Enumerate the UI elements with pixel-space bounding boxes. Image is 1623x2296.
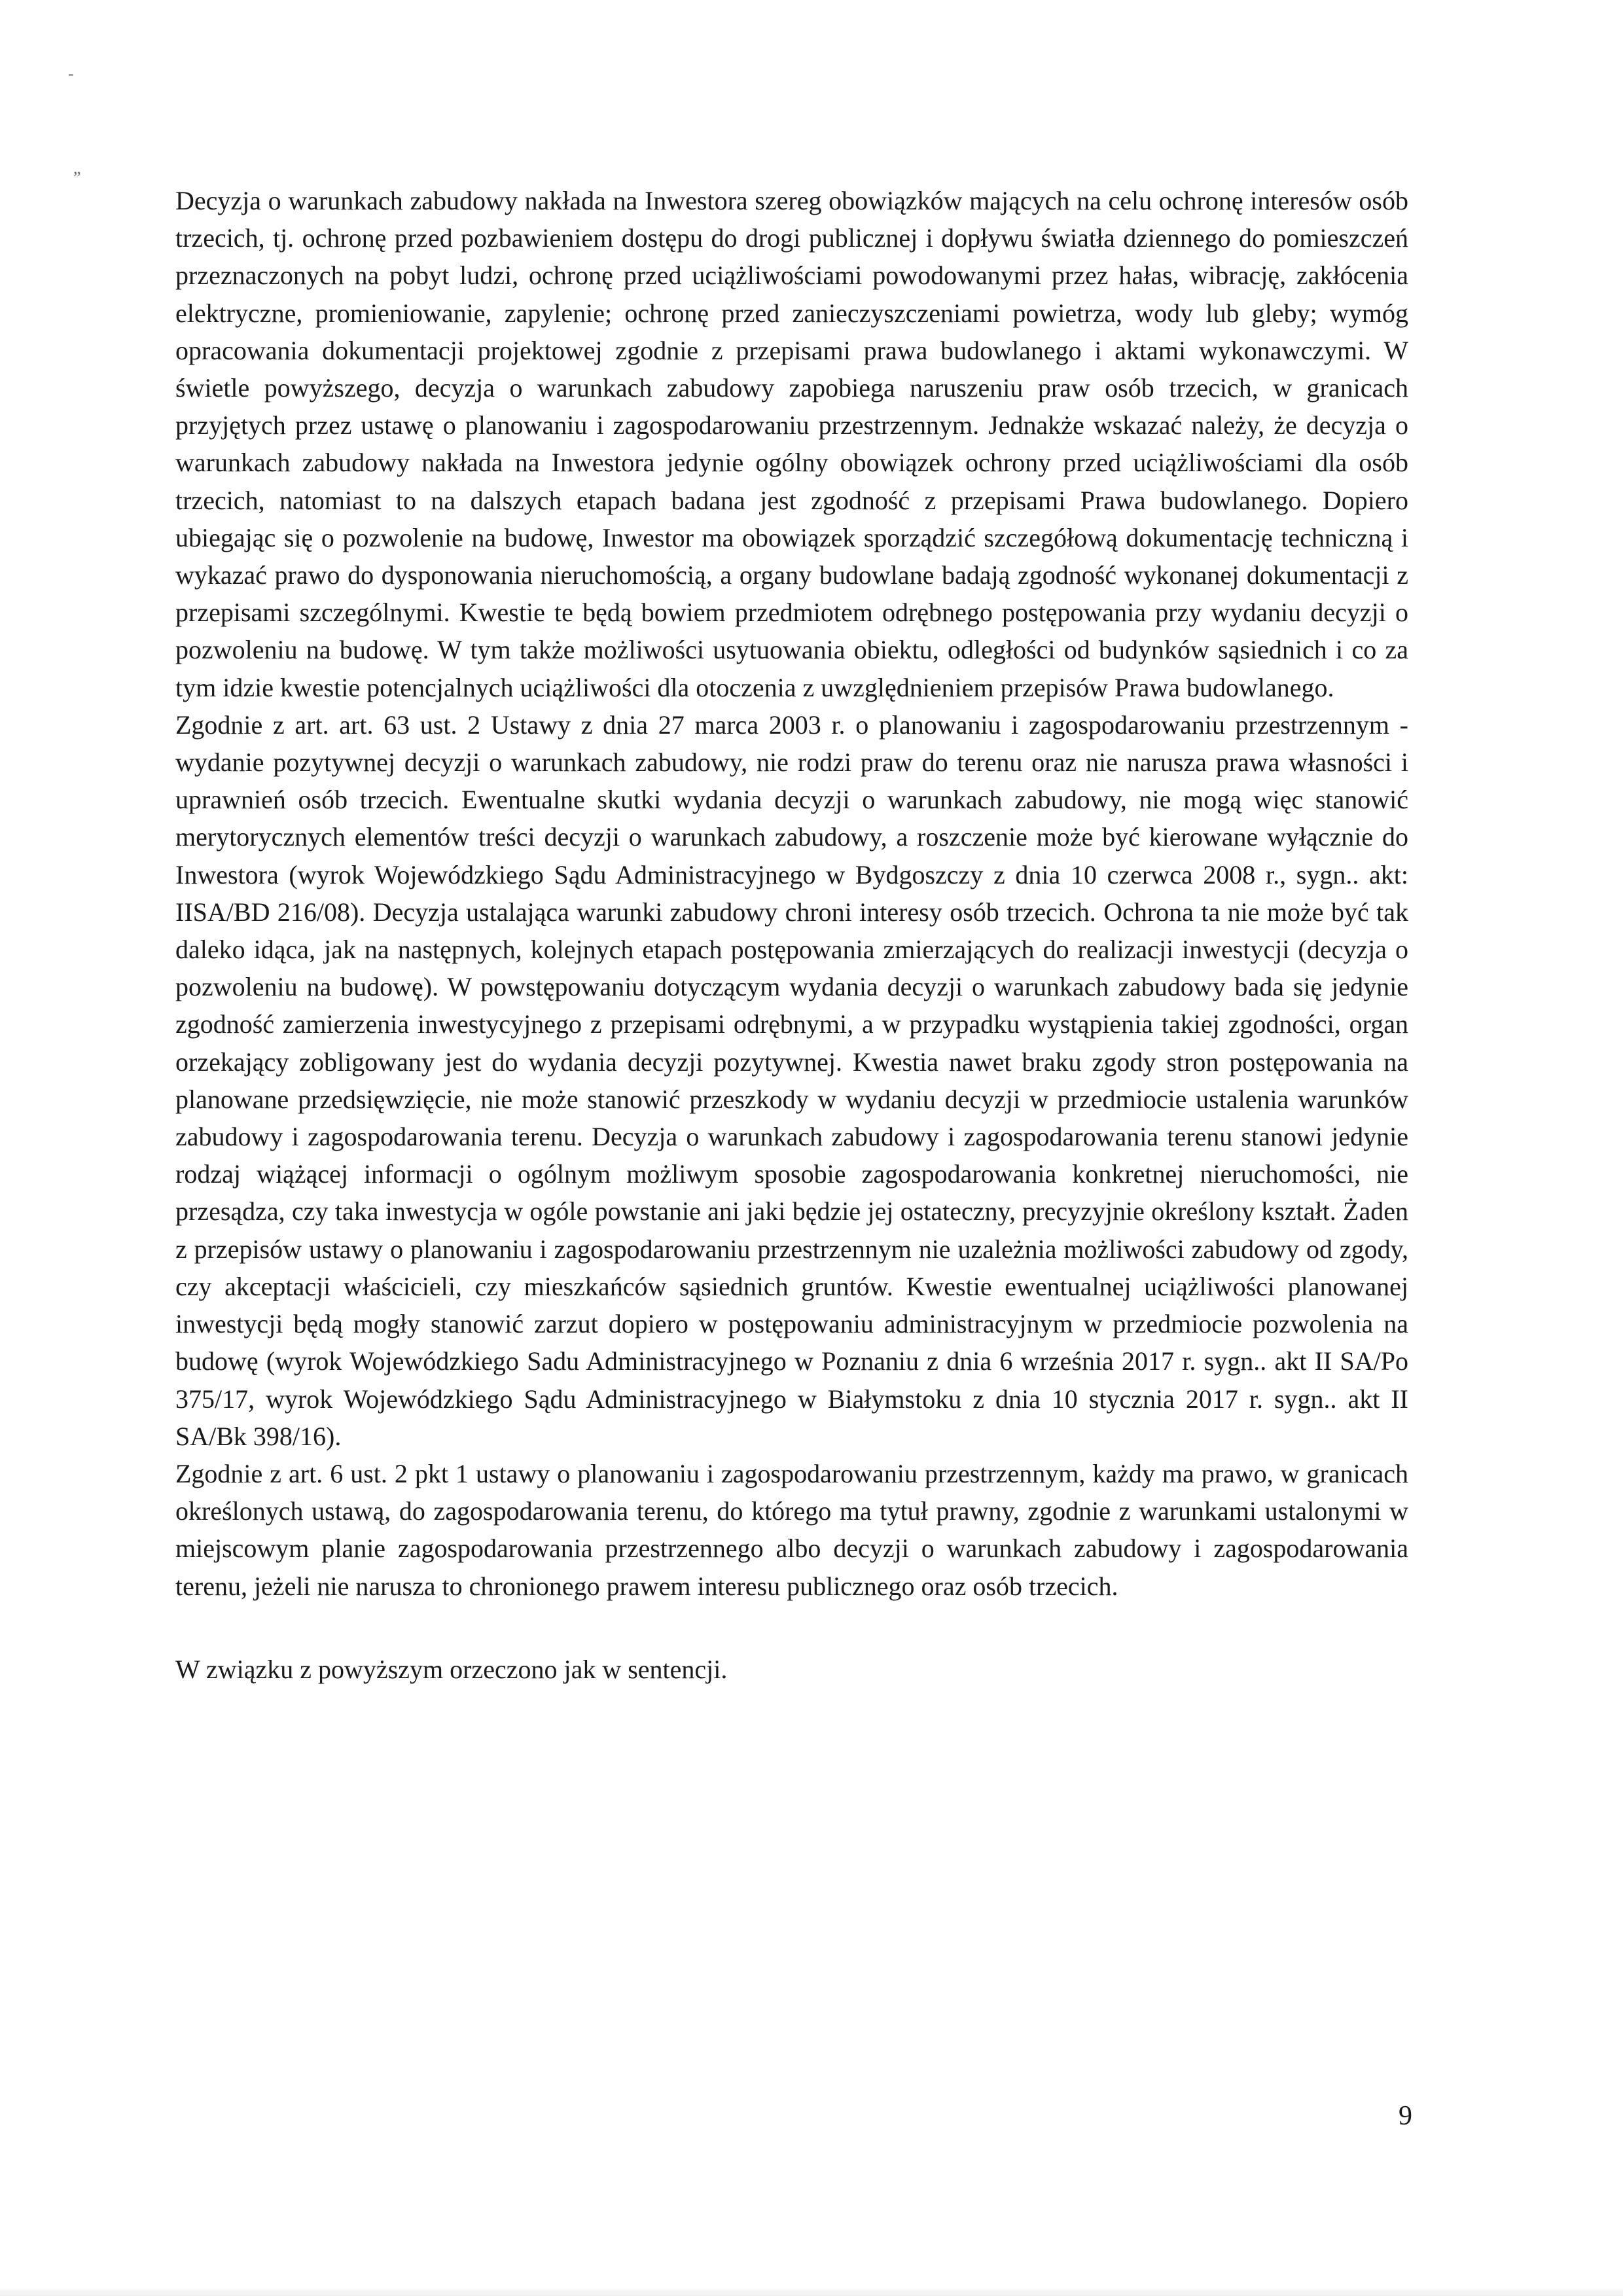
conclusion-sentence: W związku z powyższym orzeczono jak w sentencji.	[175, 1654, 728, 1684]
page-number: 9	[1399, 2101, 1412, 2131]
paragraph-art-63: Zgodnie z art. art. 63 ust. 2 Ustawy z dnia 27 marca 2003 r. o planowaniu i zagospodarowaniu przestrzennym - wydanie pozytywnej decyzji o warunkach zabudowy, nie rodzi praw do terenu oraz nie narusza prawa własności i uprawnień osób trzecich. Ewentualne skutki wydania decyzji o warunkach zabudowy, nie mogą więc stanowić merytorycznych elementów treści decyzji o warunkach zabudowy, a roszczenie może być kierowane wyłącznie do Inwestora (wyrok Wojewódzkiego Sądu Administracyjnego w Bydgoszczy z dnia 10 czerwca 2008 r., sygn.. akt: IISA/BD 216/08). Decyzja ustalająca warunki zabudowy chroni interesy osób trzecich. Ochrona ta nie może być tak daleko idąca, jak na następnych, kolejnych etapach postępowania zmierzających do realizacji inwestycji (decyzja o pozwoleniu na budowę). W powstępowaniu dotyczącym wydania decyzji o warunkach zabudowy bada się jedynie zgodność zamierzenia inwestycyjnego z przepisami odrębnymi, a w przypadku wystąpienia takiej zgodności, organ orzekający zobligowany jest do wydania decyzji pozytywnej. Kwestia nawet braku zgody stron postępowania na planowane przedsięwzięcie, nie może stanowić przeszkody w wydaniu decyzji w przedmiocie ustalenia warunków zabudowy i zagospodarowania terenu. Decyzja o warunkach zabudowy i zagospodarowania terenu stanowi jedynie rodzaj wiążącej informacji o ogólnym możliwym sposobie zagospodarowania konkretnej nieruchomości, nie przesądza, czy taka inwestycja w ogóle powstanie ani jaki będzie jej ostateczny, precyzyjnie określony kształt. Żaden z przepisów ustawy o planowaniu i zagospodarowaniu przestrzennym nie uzależnia możliwości zabudowy od zgody, czy akceptacji właścicieli, czy mieszkańców sąsiednich gruntów. Kwestie ewentualnej uciążliwości planowanej inwestycji będą mogły stanowić zarzut dopiero w postępowaniu administracyjnym w przedmiocie pozwolenia na budowę (wyrok Wojewódzkiego Sadu Administracyjnego w Poznaniu z dnia 6 września 2017 r. sygn.. akt II SA/Po 375/17, wyrok Wojewódzkiego Sądu Administracyjnego w Białymstoku z dnia 10 stycznia 2017 r. sygn.. akt II SA/Bk 398/16).	[175, 709, 1408, 1451]
document-body	[175, 182, 1408, 1688]
scan-mark-second: „	[73, 158, 81, 177]
scan-bottom-edge	[0, 2289, 1623, 2296]
scan-mark-top: -	[68, 64, 74, 83]
paragraph-art-6: Zgodnie z art. 6 ust. 2 pkt 1 ustawy o planowaniu i zagospodarowaniu przestrzennym, każdy ma prawo, w granicach określonych ustawą, do zagospodarowania terenu, do którego ma tytuł prawny, zgodnie z warunkami ustalonymi w miejscowym planie zagospodarowania przestrzennego albo decyzji o warunkach zabudowy i zagospodarowania terenu, jeżeli nie narusza to chronionego prawem interesu publicznego oraz osób trzecich.	[175, 1458, 1408, 1601]
paragraph-decision-obligations: Decyzja o warunkach zabudowy nakłada na Inwestora szereg obowiązków mających na celu ochronę interesów osób trzecich, tj. ochronę przed pozbawieniem dostępu do drogi publicznej i dopływu światła dziennego do pomieszczeń przeznaczonych na pobyt ludzi, ochronę przed uciążliwościami powodowanymi przez hałas, wibrację, zakłócenia elektryczne, promieniowanie, zapylenie; ochronę przed zanieczyszczeniami powietrza, wody lub gleby; wymóg opracowania dokumentacji projektowej zgodnie z przepisami prawa budowlanego i aktami wykonawczymi. W świetle powyższego, decyzja o warunkach zabudowy zapobiega naruszeniu praw osób trzecich, w granicach przyjętych przez ustawę o planowaniu i zagospodarowaniu przestrzennym. Jednakże wskazać należy, że decyzja o warunkach zabudowy nakłada na Inwestora jedynie ogólny obowiązek ochrony przed uciążliwościami dla osób trzecich, natomiast to na dalszych etapach badana jest zgodność z przepisami Prawa budowlanego. Dopiero ubiegając się o pozwolenie na budowę, Inwestor ma obowiązek sporządzić szczegółową dokumentację techniczną i wykazać prawo do dysponowania nieruchomością, a organy budowlane badają zgodność wykonanej dokumentacji z przepisami szczególnymi. Kwestie te będą bowiem przedmiotem odrębnego postępowania przy wydaniu decyzji o pozwoleniu na budowę. W tym także możliwości usytuowania obiektu, odległości od budynków sąsiednich i co za tym idzie kwestie potencjalnych uciążliwości dla otoczenia z uwzględnieniem przepisów Prawa budowlanego.	[175, 186, 1408, 702]
